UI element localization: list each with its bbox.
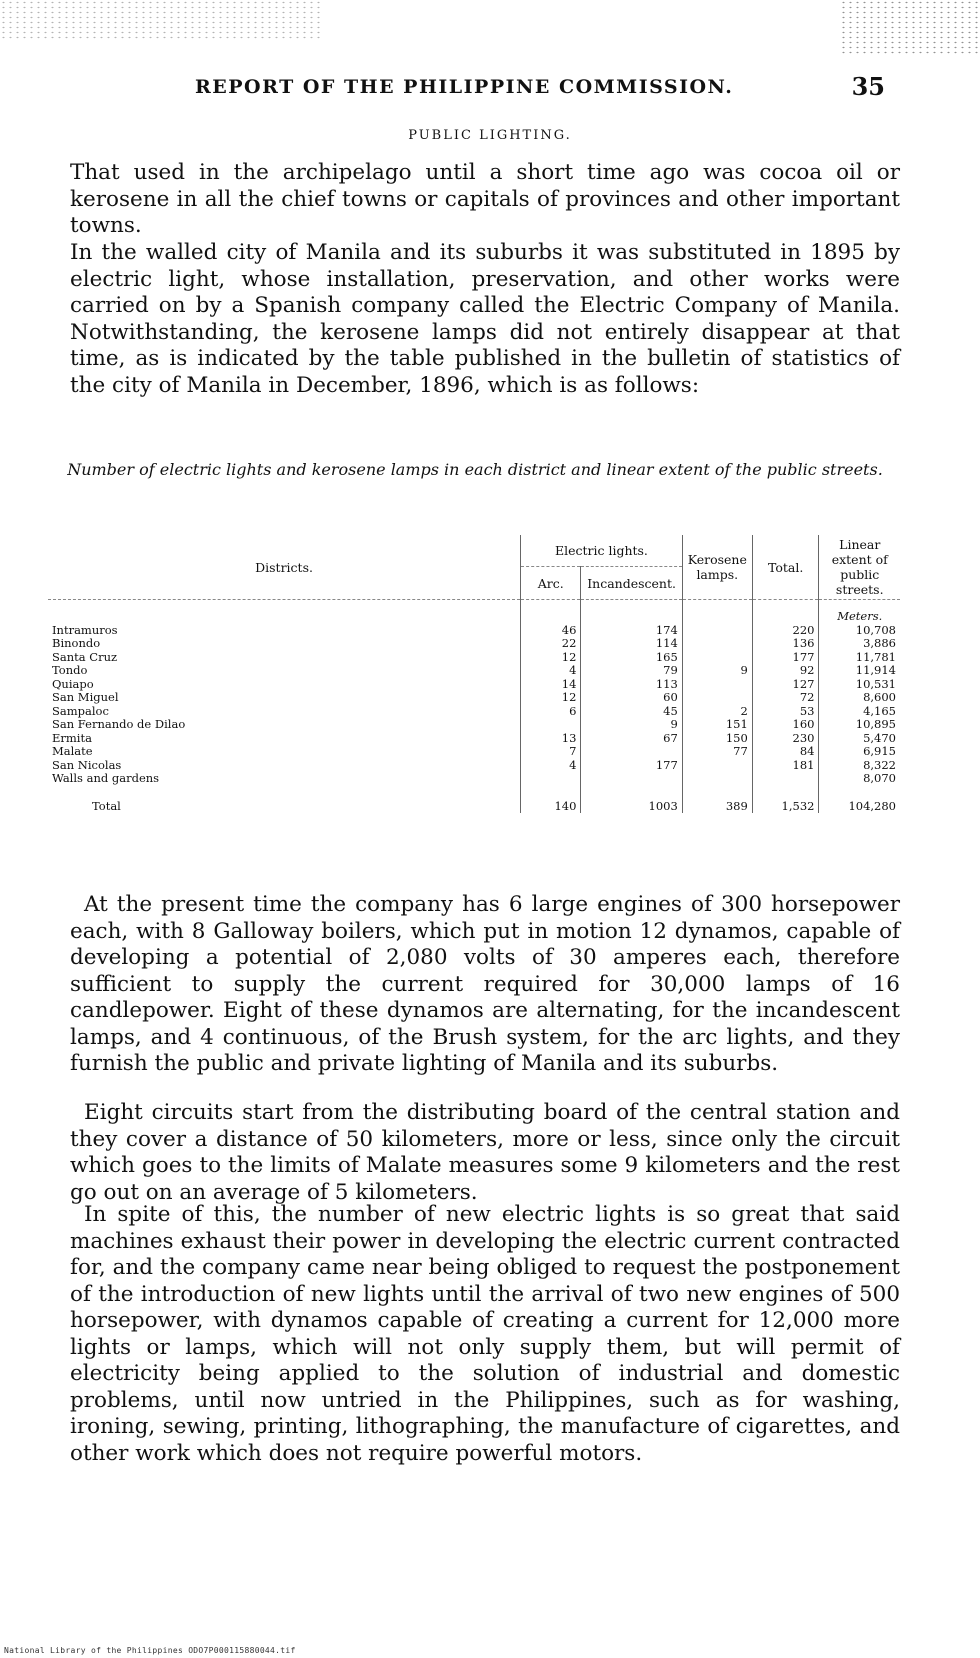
meters-cell: 10,708 [819,624,900,638]
district-cell: Binondo [52,636,101,650]
incandescent-cell: 79 [581,664,682,678]
unit-row [48,600,900,624]
page-header [195,72,895,112]
header-kerosene: Kerosene lamps. [682,535,752,600]
kerosene-cell [682,624,752,638]
arc-cell: 7 [521,745,581,759]
scan-footer: National Library of the Philippines ODO7P000115880044.tif [4,1646,296,1655]
incandescent-cell: 114 [581,637,682,651]
total-cell: 220 [752,624,819,638]
total-meters: 104,280 [819,786,900,814]
table-row [48,624,900,638]
arc-cell: 4 [521,664,581,678]
district-cell: Sampaloc [52,703,109,718]
kerosene-cell [682,691,752,705]
district-cell: Tondo [52,663,88,677]
meters-cell: 11,781 [819,651,900,665]
section-heading: PUBLIC LIGHTING. [408,128,572,143]
table-row [48,759,900,773]
table-row [48,745,900,759]
meters-cell: 8,600 [819,691,900,705]
scan-speckle-right [840,0,980,55]
total-incandescent: 1003 [581,786,682,814]
table-row [48,732,900,746]
table-body [48,600,900,814]
lighting-table [48,535,900,813]
unit-label: Meters. [819,600,900,624]
running-title: REPORT OF THE PHILIPPINE COMMISSION. [195,76,734,98]
arc-cell: 46 [521,624,581,638]
district-cell: San Fernando de Dilao [52,717,186,731]
arc-cell: 6 [521,705,581,719]
kerosene-cell: 2 [682,705,752,719]
arc-cell: 13 [521,732,581,746]
total-total: 1,532 [752,786,819,814]
paragraph: That used in the archipelago until a short time ago was cocoa oil or kerosene in all the chief towns or capitals of provinces and other important towns. [70,160,900,238]
incandescent-cell: 45 [581,705,682,719]
meters-cell: 10,531 [819,678,900,692]
incandescent-cell: 67 [581,732,682,746]
kerosene-cell: 150 [682,732,752,746]
meters-cell: 5,470 [819,732,900,746]
total-cell: 92 [752,664,819,678]
total-arc: 140 [521,786,581,814]
meters-cell: 11,914 [819,664,900,678]
header-districts: Districts. [255,559,313,575]
kerosene-cell: 77 [682,745,752,759]
total-label: Total [92,798,121,813]
meters-cell: 3,886 [819,637,900,651]
district-cell: Malate [52,744,93,758]
kerosene-cell: 151 [682,718,752,732]
table-row [48,637,900,651]
district-cell: Quiapo [52,676,94,691]
incandescent-cell: 60 [581,691,682,705]
meters-cell: 8,070 [819,772,900,786]
header-linear-extent: Linear extent of public streets. [819,535,900,600]
arc-cell [521,772,581,786]
paragraph: In the walled city of Manila and its suburbs it was substituted in 1895 by electric light, whose installation, preservation, and other works were carried on by a Spanish company called the Electric Company of Manila. Notwithstanding, the kerosene lamps did not entirely disappear at that time, as is indicated by the table published in the bulletin of statistics of the city of Manila in December, 1896, which is as follows: [70,240,900,398]
table-caption: Number of electric lights and kerosene lamps in each district and linear extent of the public streets. [67,460,883,479]
arc-cell: 4 [521,759,581,773]
total-cell: 230 [752,732,819,746]
total-cell: 136 [752,637,819,651]
meters-cell: 4,165 [819,705,900,719]
meters-cell: 10,895 [819,718,900,732]
table-row [48,718,900,732]
kerosene-cell [682,637,752,651]
paragraph: At the present time the company has 6 large engines of 300 horsepower each, with 8 Galloway boilers, which put in motion 12 dynamos, capable of developing a potential of 2,080 volts of 30 amperes each, therefore sufficient to supply the current required for 30,000 lamps of 16 candlepower. Eight of these dynamos are alternating, for the incandescent lamps, and 4 continuous, of the Brush system, for the arc lights, and they furnish the public and private lighting of Manila and its suburbs. [70,892,900,1076]
district-cell: San Nicolas [52,757,122,772]
arc-cell [521,718,581,732]
header-incandescent: Incandescent. [581,567,682,600]
arc-cell: 22 [521,637,581,651]
total-cell: 160 [752,718,819,732]
table-row [48,705,900,719]
kerosene-cell [682,759,752,773]
total-cell: 181 [752,759,819,773]
table-row [48,691,900,705]
total-cell: 72 [752,691,819,705]
district-cell: San Miguel [52,690,119,704]
arc-cell: 14 [521,678,581,692]
total-cell: 177 [752,651,819,665]
table-row [48,664,900,678]
table-row [48,772,900,786]
kerosene-cell [682,678,752,692]
incandescent-cell: 113 [581,678,682,692]
district-cell: Ermita [52,730,92,745]
paragraph: In spite of this, the number of new electric lights is so great that said machines exhaust their power in developing the electric current contracted for, and the company came near being obliged to request the postponement of the introduction of new lights until the arrival of two new engines of 500 horsepower, with dynamos capable of creating a current for 12,000 more lights or lamps, which will not only supply them, but will permit of electricity being applied to the solution of industrial and domestic problems, until now untried in the Philippines, such as for washing, ironing, sewing, printing, lithographing, the manufacture of cigarettes, and other work which does not require powerful motors. [70,1202,900,1466]
incandescent-cell: 177 [581,759,682,773]
header-arc: Arc. [521,567,581,600]
incandescent-cell [581,745,682,759]
total-row [48,786,900,814]
district-cell: Santa Cruz [52,649,118,664]
page-number: 35 [851,72,885,101]
incandescent-cell: 9 [581,718,682,732]
table-row [48,678,900,692]
total-cell [752,772,819,786]
kerosene-cell [682,772,752,786]
incandescent-cell: 165 [581,651,682,665]
table-row [48,651,900,665]
meters-cell: 6,915 [819,745,900,759]
kerosene-cell: 9 [682,664,752,678]
total-kerosene: 389 [682,786,752,814]
kerosene-cell [682,651,752,665]
incandescent-cell [581,772,682,786]
total-cell: 127 [752,678,819,692]
paragraph: Eight circuits start from the distributing board of the central station and they cover a distance of 50 kilometers, more or less, since only the circuit which goes to the limits of Malate measures some 9 kilometers and the rest go out on an average of 5 kilometers. [70,1100,900,1205]
meters-cell: 8,322 [819,759,900,773]
district-cell: Intramuros [52,622,118,637]
arc-cell: 12 [521,691,581,705]
header-electric-lights: Electric lights. [521,535,683,567]
arc-cell: 12 [521,651,581,665]
district-cell: Walls and gardens [52,771,160,785]
header-total: Total. [752,535,819,600]
total-cell: 84 [752,745,819,759]
incandescent-cell: 174 [581,624,682,638]
total-cell: 53 [752,705,819,719]
scan-speckle-left [0,0,320,40]
